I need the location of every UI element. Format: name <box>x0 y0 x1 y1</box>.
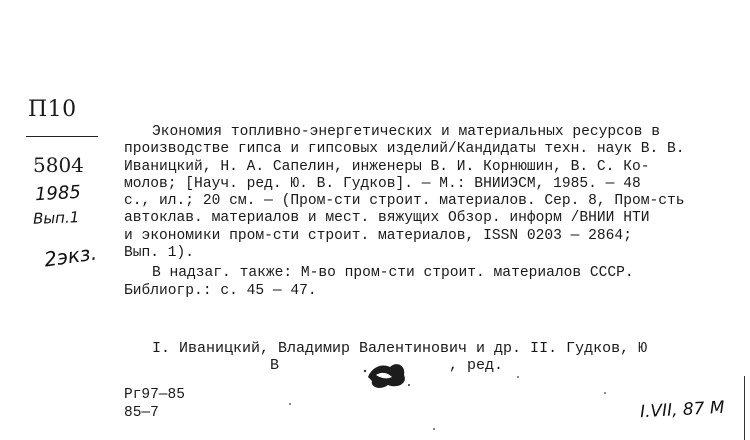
description-line: производстве гипса и гипсовых изделий/Кандидаты техн. наук В. В. <box>124 141 685 158</box>
accession-number: 5804 <box>33 153 84 177</box>
bibliography-line: Библиогр.: с. 45 — 47. <box>124 282 317 299</box>
handwritten-shelf-mark: I.VII, 87 М <box>639 397 726 423</box>
added-entry-initial: В <box>270 357 280 374</box>
handwritten-copy-count: 2экз. <box>42 240 99 272</box>
description-line: Вып. 1). <box>124 245 195 262</box>
description-line: с., ил.; 20 см. — (Пром-сти строит. материалов. Сер. 8, Пром-сть <box>124 193 685 210</box>
description-line: и экономики пром-сти строит. материалов, ISSN 0203 — 2864; <box>124 227 632 244</box>
handwritten-issue: Вып.1 <box>32 208 80 228</box>
description-line: молов; [Науч. ред. Ю. В. Гудков]. — М.: ВНИИЭСМ, 1985. — 48 <box>124 175 641 192</box>
scan-speck <box>517 376 519 378</box>
added-entries: I. Иваницкий, Владимир Валентинович и др. II. Гудков, Ю <box>152 340 648 357</box>
classification-code: П10 <box>28 97 77 122</box>
scan-speck <box>289 403 291 405</box>
description-line: Экономия топливно-энергетических и материальных ресурсов в <box>152 124 660 140</box>
description-line: Иваницкий, Н. А. Сапелин, инженеры В. И. Корнюшин, В. С. Ко- <box>124 158 650 175</box>
divider <box>26 136 98 137</box>
handwritten-year: 1985 <box>34 181 82 206</box>
card-edge <box>744 376 745 440</box>
note-line: В надзаг. также: М-во пром-сти строит. материалов СССР. <box>152 265 634 282</box>
added-entry-role: , ред. <box>449 357 504 374</box>
scan-speck <box>604 392 606 394</box>
bibliographic-description <box>124 124 722 300</box>
card-code-2: 85—7 <box>124 405 159 421</box>
card-code-1: Рг97—85 <box>124 387 185 403</box>
ink-blot <box>362 355 412 395</box>
card-codes <box>124 386 185 422</box>
scan-speck <box>433 428 435 430</box>
description-line: автоклав. материалов и мест. вяжущих Обзор. информ /ВНИИ НТИ <box>124 210 650 227</box>
